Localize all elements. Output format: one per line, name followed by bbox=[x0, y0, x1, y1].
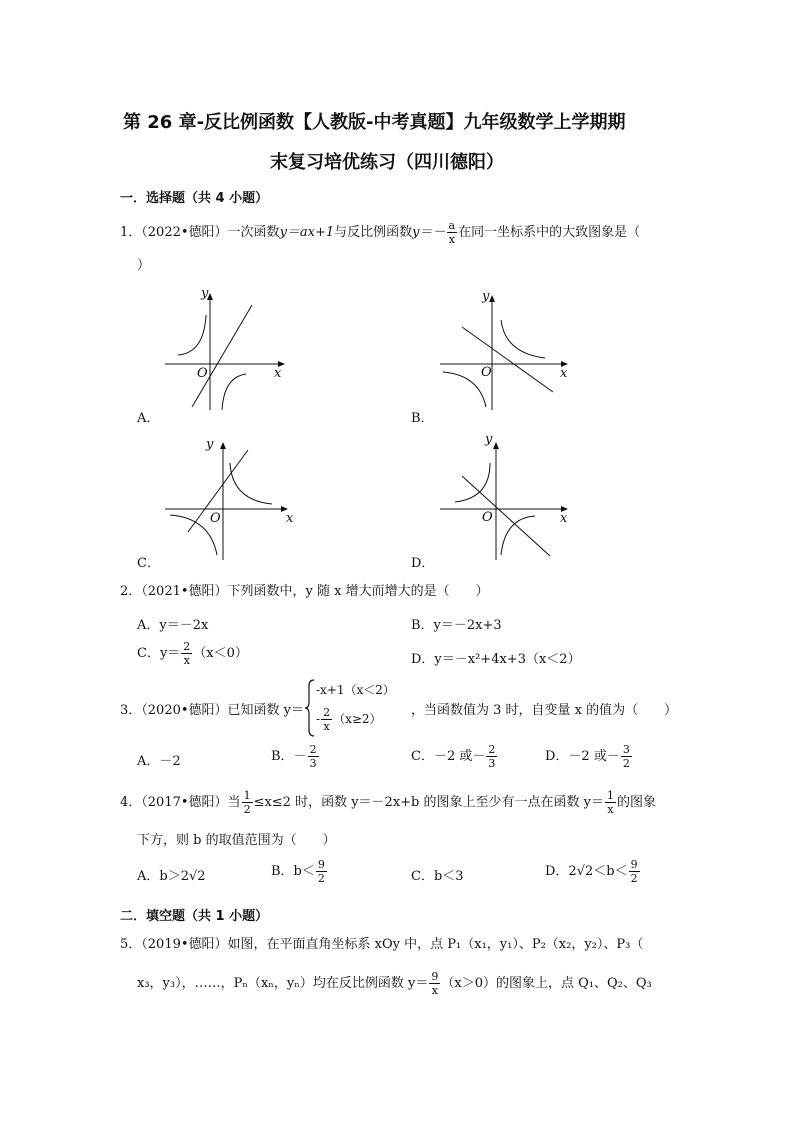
doc-title-line2: 末复习培优练习（四川德阳） bbox=[270, 152, 504, 173]
graph-d-y-label: y bbox=[485, 432, 493, 447]
q1-formula-linear: y＝ax+1 bbox=[279, 225, 335, 240]
q3-case-2: - $\frac{2}{x}$ （x≥2） bbox=[316, 706, 382, 733]
q4-number: 4． bbox=[120, 795, 142, 810]
q1-graph-b bbox=[435, 285, 575, 415]
q1-text-c: 在同一坐标系中的大致图象是（ bbox=[458, 225, 641, 240]
q1-graph-d bbox=[435, 430, 575, 565]
graph-c-origin: O bbox=[210, 511, 221, 526]
q1-source: （2022•德阳） bbox=[141, 225, 228, 240]
section-heading-choice: 一．选择题（共 4 小题） bbox=[120, 191, 269, 206]
q1-graph-a bbox=[160, 285, 290, 415]
q2-option-c-fraction: $\frac{2}{x}$ bbox=[183, 640, 191, 667]
q1-fraction: $\frac{a}{x}$ bbox=[448, 219, 456, 246]
q3-source: （2020•德阳） bbox=[141, 703, 228, 718]
graph-d-x-label: x bbox=[560, 511, 568, 526]
question-4: 4．（2017•德阳）当 $\frac{1}{2}$ ≤x≤2 时，函数 y＝－2x+b 的图象上至少有一点在函数 y＝ $\frac{1}{x}$ 的图象 bbox=[120, 789, 657, 816]
graph-c-x-label: x bbox=[286, 511, 294, 526]
q2-text: 下列函数中，y 随 x 增大而增大的是（ ） bbox=[227, 584, 489, 599]
q3-number: 3． bbox=[120, 703, 142, 718]
q3-option-b[interactable]: B．－ $\frac{2}{3}$ bbox=[271, 743, 317, 770]
q1-number: 1． bbox=[120, 225, 142, 240]
q3-option-c[interactable]: C．－2 或－ $\frac{2}{3}$ bbox=[411, 743, 496, 770]
graph-a-origin: O bbox=[197, 366, 208, 381]
q3-option-d[interactable]: D．－2 或－ $\frac{3}{2}$ bbox=[545, 743, 630, 770]
q4-line-2: 下方，则 b 的取值范围为（ ） bbox=[137, 833, 336, 848]
q2-source: （2021•德阳） bbox=[141, 584, 228, 599]
q4-option-c[interactable]: C．b＜3 bbox=[411, 869, 464, 884]
section-heading-fill: 二．填空题（共 1 小题） bbox=[120, 909, 269, 924]
q1-formula-inverse: y＝－ bbox=[412, 225, 446, 240]
q1-graph-c bbox=[160, 430, 300, 565]
question-1 bbox=[120, 219, 640, 246]
question-2 bbox=[120, 582, 489, 602]
q1-option-d[interactable]: D． bbox=[411, 556, 435, 571]
q1-text-a: 一次函数 bbox=[227, 225, 280, 240]
q4-option-d[interactable]: D．2√2＜b＜ $\frac{9}{2}$ bbox=[545, 858, 638, 885]
q3-option-a[interactable]: A．－2 bbox=[137, 754, 181, 769]
graph-d-origin: O bbox=[482, 510, 493, 525]
q2-number: 2． bbox=[120, 584, 142, 599]
q3-lead bbox=[120, 701, 304, 721]
q4-option-a[interactable]: A．b＞2√2 bbox=[137, 869, 206, 884]
q1-close-paren: ） bbox=[137, 258, 151, 273]
q4-source: （2017•德阳） bbox=[141, 795, 228, 810]
q2-option-a[interactable]: A．y＝－2x bbox=[137, 618, 209, 633]
q2-option-b[interactable]: B．y＝－2x+3 bbox=[411, 618, 502, 633]
graph-c-y-label: y bbox=[206, 437, 214, 452]
q2-option-c[interactable]: C．y＝ $\frac{2}{x}$ （x＜0） bbox=[137, 640, 248, 667]
q4-option-b[interactable]: B．b＜ $\frac{9}{2}$ bbox=[271, 858, 325, 885]
graph-b-x-label: x bbox=[560, 366, 568, 381]
q3-piecewise-brace bbox=[304, 678, 316, 738]
q5-source: （2019•德阳） bbox=[141, 937, 228, 952]
graph-a-y-label: y bbox=[201, 286, 209, 301]
q1-option-a[interactable]: A． bbox=[137, 411, 160, 426]
q5-number: 5． bbox=[120, 937, 142, 952]
doc-title-line1: 第 26 章-反比例函数【人教版-中考真题】九年级数学上学期期 bbox=[123, 112, 626, 133]
graph-b-origin: O bbox=[481, 365, 492, 380]
graph-a-x-label: x bbox=[274, 366, 282, 381]
q3-text-b: ，当函数值为 3 时，自变量 x 的值为（ ） bbox=[411, 703, 678, 718]
graph-b-y-label: y bbox=[482, 289, 490, 304]
question-5: 5．（2019•德阳）如图，在平面直角坐标系 xOy 中，点 P₁（x₁，y₁）、P₂（x₂，y₂）、P₃（ bbox=[120, 937, 644, 952]
q5-line-2: x₃，y₃），……，Pₙ（xₙ，yₙ）均在反比例函数 y＝ $\frac{9}{x}$ （x＞0）的图象上，点 Q₁、Q₂、Q₃ bbox=[137, 970, 652, 997]
q1-option-c[interactable]: C． bbox=[137, 556, 160, 571]
q3-text-a: 已知函数 y＝ bbox=[227, 703, 305, 718]
q2-option-d[interactable]: D．y＝－x²+4x+3（x＜2） bbox=[411, 652, 581, 667]
q1-text-b: 与反比例函数 bbox=[334, 225, 413, 240]
q1-option-b[interactable]: B． bbox=[411, 411, 434, 426]
q3-case-1: -x+1（x＜2） bbox=[316, 683, 395, 697]
